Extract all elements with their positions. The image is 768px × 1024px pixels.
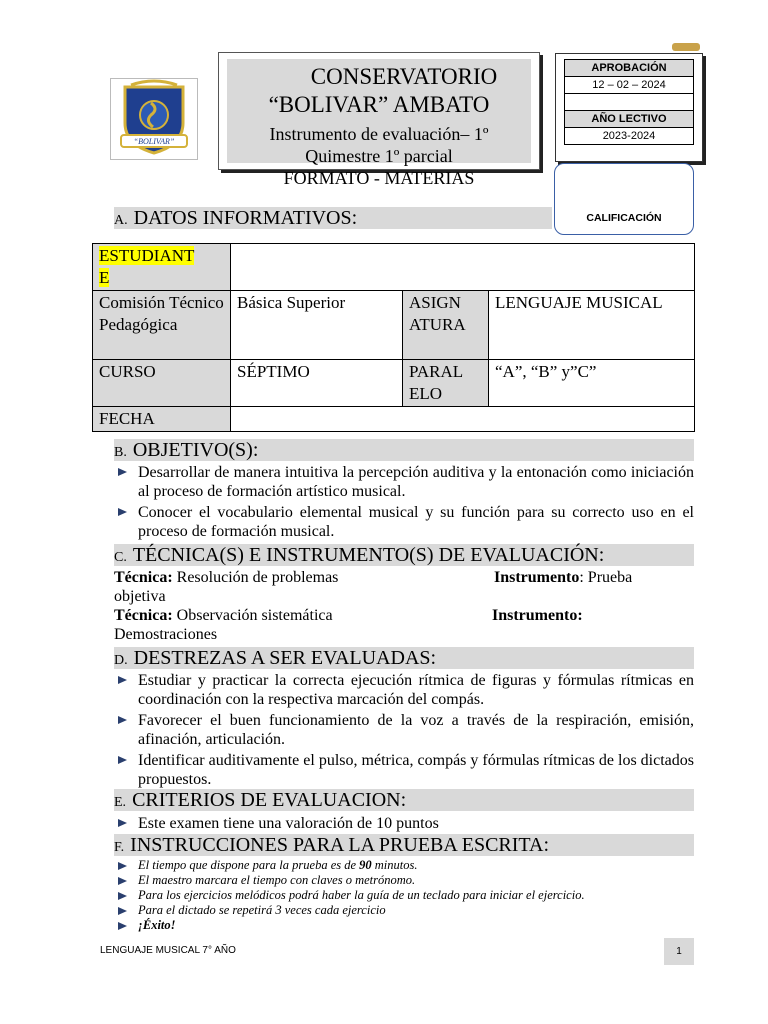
section-b-heading: B. OBJETIVO(S): xyxy=(114,439,694,461)
objectives-list xyxy=(114,463,694,543)
student-info-table xyxy=(92,243,695,432)
date-field[interactable] xyxy=(231,407,695,432)
school-year-label: AÑO LECTIVO xyxy=(564,110,694,128)
list-item: Desarrollar de manera intuitiva la percepción auditiva y la entonación como iniciación al proceso de formación artístico musical. xyxy=(114,463,694,501)
course-label: CURSO xyxy=(93,360,231,407)
criteria-list xyxy=(114,814,694,835)
list-item: El maestro marcara el tiempo con claves o metrónomo. xyxy=(114,873,694,888)
list-item: Identificar auditivamente el pulso, métrica, compás y fórmulas rítmicas de los dictados propuestos. xyxy=(114,751,694,789)
page-number: 1 xyxy=(664,938,694,965)
list-item: Este examen tiene una valoración de 10 puntos xyxy=(114,814,694,833)
grade-box[interactable]: CALIFICACIÓN xyxy=(554,163,694,235)
techniques-block: Técnica: Resolución de problemas Instrumento: Prueba objetiva Técnica: Observación sistemática Instrumento: Demostraciones xyxy=(114,569,633,643)
parallel-label: PARAL ELO xyxy=(403,360,489,407)
instrument-format: FORMATO - MATERIAS xyxy=(283,168,475,188)
header-box xyxy=(218,52,540,188)
section-d-heading: D. DESTREZAS A SER EVALUADAS: xyxy=(114,647,694,669)
course-value: SÉPTIMO xyxy=(231,360,403,407)
instrument-title: Instrumento de evaluación– 1º xyxy=(269,124,489,144)
footer-text: LENGUAJE MUSICAL 7° AÑO xyxy=(100,945,236,956)
approval-label: APROBACIÓN xyxy=(564,59,694,77)
list-item: Estudiar y practicar la correcta ejecución rítmica de figuras y fórmulas rítmicas en coordinación con la respectiva marcación del compás. xyxy=(114,671,694,709)
list-item: Para los ejercicios melódicos podrá haber la guía de un teclado para iniciar el ejercicio. xyxy=(114,888,694,903)
subject-label: ASIGN ATURA xyxy=(403,291,489,360)
section-a-heading: A. DATOS INFORMATIVOS: xyxy=(114,207,552,229)
section-f-heading: F. INSTRUCCIONES PARA LA PRUEBA ESCRITA: xyxy=(114,834,694,856)
section-c-heading: C. TÉCNICA(S) E INSTRUMENTO(S) DE EVALUACIÓN: xyxy=(114,544,694,566)
approval-blank xyxy=(564,93,694,111)
section-e-heading: E. CRITERIOS DE EVALUACION: xyxy=(114,789,694,811)
date-label: FECHA xyxy=(93,407,231,432)
ornament xyxy=(672,43,700,51)
skills-list xyxy=(114,671,694,791)
student-field[interactable] xyxy=(231,244,695,291)
list-item: ¡Éxito! xyxy=(114,918,694,933)
parallel-value: “A”, “B” y”C” xyxy=(489,360,695,407)
list-item: Favorecer el buen funcionamiento de la voz a través de la respiración, emisión, afinación, articulación. xyxy=(114,711,694,749)
commission-label: Comisión Técnico Pedagógica xyxy=(93,291,231,360)
student-label: ESTUDIANT E xyxy=(93,244,231,291)
institution-name: CONSERVATORIO xyxy=(310,64,498,89)
list-item: Conocer el vocabulario elemental musical y su función para su correcto uso en el proceso de formación musical. xyxy=(114,503,694,541)
shield-icon xyxy=(111,79,197,159)
institution-city: “BOLIVAR” AMBATO xyxy=(268,92,490,117)
approval-date: 12 – 02 – 2024 xyxy=(564,76,694,94)
approval-box xyxy=(555,53,703,162)
instrument-period: Quimestre 1º parcial xyxy=(305,146,453,166)
instructions-list xyxy=(114,858,694,933)
subject-value: LENGUAJE MUSICAL xyxy=(489,291,695,360)
list-item: El tiempo que dispone para la prueba es de 90 minutos. xyxy=(114,858,694,873)
commission-value: Básica Superior xyxy=(231,291,403,360)
logo-text: “BOLIVAR” xyxy=(133,137,175,146)
school-year: 2023-2024 xyxy=(564,127,694,145)
list-item: Para el dictado se repetirá 3 veces cada ejercicio xyxy=(114,903,694,918)
school-logo xyxy=(110,78,198,160)
